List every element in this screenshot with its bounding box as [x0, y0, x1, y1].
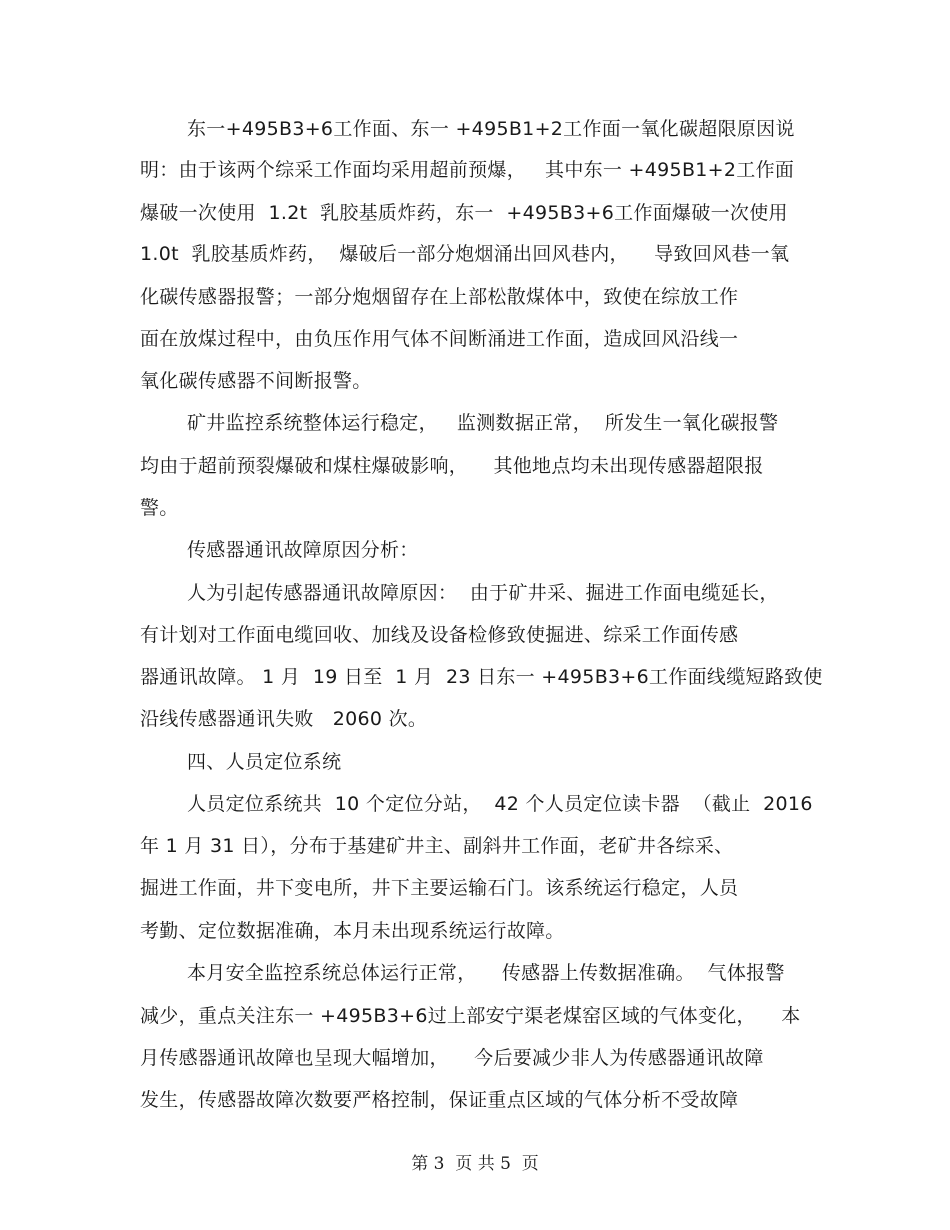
paragraph-line: 人员定位系统共 10 个定位分站， 42 个人员定位读卡器 （截止 2016 — [187, 793, 813, 815]
paragraph-line: 警。 — [140, 497, 179, 519]
paragraph-line: 均由于超前预裂爆破和煤柱爆破影响， 其他地点均未出现传感器超限报 — [140, 455, 764, 477]
paragraph-line: 面在放煤过程中，由负压作用气体不间断涌进工作面，造成回风沿线一 — [140, 328, 739, 350]
paragraph-line: 矿井监控系统整体运行稳定， 监测数据正常， 所发生一氧化碳报警 — [187, 412, 779, 434]
paragraph-line: 沿线传感器通讯失败 2060 次。 — [140, 708, 428, 730]
paragraph-line: 有计划对工作面电缆回收、加线及设备检修致使掘进、综采工作面传感 — [140, 624, 739, 646]
paragraph-line: 减少，重点关注东一 +495B3+6过上部安宁渠老煤窑区域的气体变化， 本 — [140, 1005, 801, 1027]
paragraph-line: 器通讯故障。 1 月 19 日至 1 月 23 日东一 +495B3+6工作面线缆短路致使 — [140, 666, 823, 688]
paragraph-line: 发生，传感器故障次数要严格控制，保证重点区域的气体分析不受故障 — [140, 1089, 739, 1111]
paragraph-line: 东一+495B3+6工作面、东一 +495B1+2工作面一氧化碳超限原因说 — [187, 118, 795, 140]
paragraph-line: 年 1 月 31 日），分布于基建矿井主、副斜井工作面，老矿井各综采、 — [140, 835, 734, 857]
paragraph-line: 考勤、定位数据准确，本月未出现系统运行故障。 — [140, 920, 565, 942]
section-heading: 传感器通讯故障原因分析： — [187, 539, 419, 561]
paragraph-line: 掘进工作面，井下变电所，井下主要运输石门。该系统运行稳定，人员 — [140, 877, 739, 899]
paragraph-line: 本月安全监控系统总体运行正常， 传感器上传数据准确。 气体报警 — [187, 962, 785, 984]
paragraph-line: 1.0t 乳胶基质炸药， 爆破后一部分炮烟涌出回风巷内， 导致回风巷一氧 — [140, 243, 790, 265]
section-heading: 四、人员定位系统 — [187, 751, 342, 773]
page-number-footer: 第 3 页 共 5 页 — [411, 1154, 539, 1174]
paragraph-line: 月传感器通讯故障也呈现大幅增加， 今后要减少非人为传感器通讯故障 — [140, 1047, 764, 1069]
paragraph-line: 化碳传感器报警；一部分炮烟留存在上部松散煤体中，致使在综放工作 — [140, 286, 739, 308]
paragraph-line: 爆破一次使用 1.2t 乳胶基质炸药，东一 +495B3+6工作面爆破一次使用 — [140, 202, 788, 224]
paragraph-line: 明：由于该两个综采工作面均采用超前预爆， 其中东一 +495B1+2工作面 — [140, 159, 795, 181]
paragraph-line: 氧化碳传感器不间断报警。 — [140, 370, 372, 392]
paragraph-line: 人为引起传感器通讯故障原因： 由于矿井采、掘进工作面电缆延长， — [187, 582, 779, 604]
